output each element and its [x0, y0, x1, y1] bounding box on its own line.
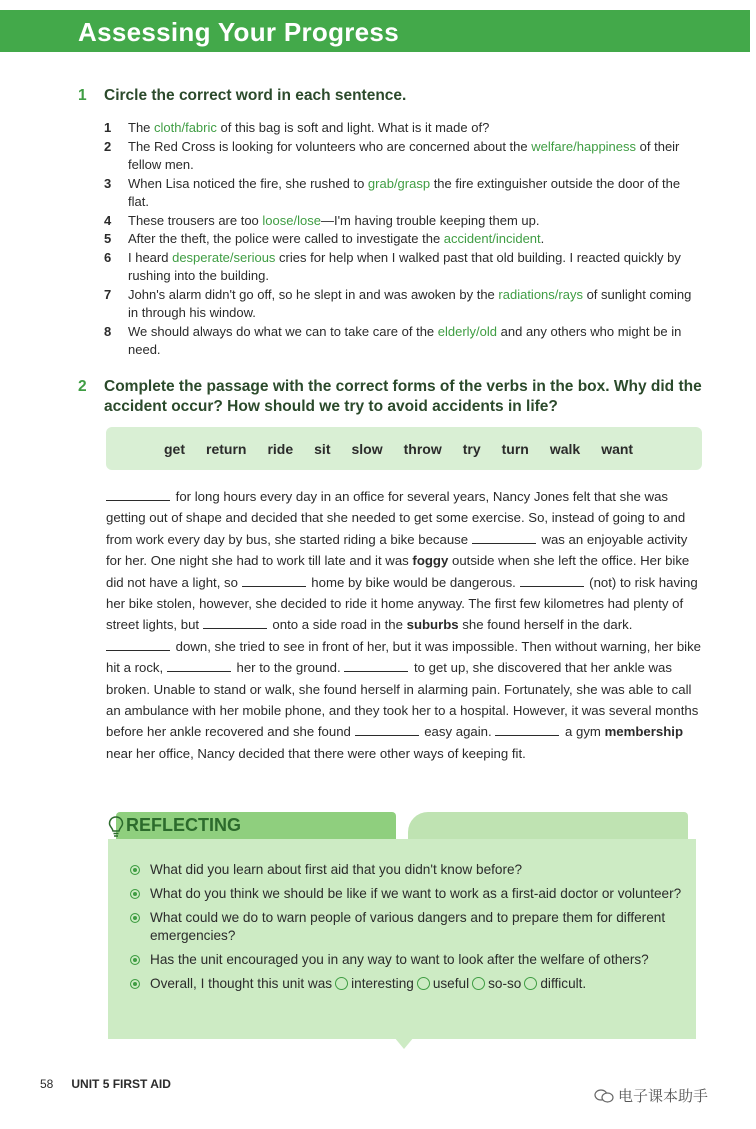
page-number: 58 [40, 1077, 54, 1091]
item-number: 5 [104, 231, 112, 246]
bullet-icon [130, 979, 140, 989]
word-box-item: walk [549, 440, 581, 457]
reflecting-box [108, 809, 696, 1041]
sentence-text: the fire extinguisher outside the door of the flat. [128, 175, 681, 209]
unit-label: UNIT 5 FIRST AID [71, 1077, 171, 1091]
answer-blank[interactable] [495, 723, 559, 736]
passage-text: easy again. [420, 724, 496, 740]
word-box-item: slow [351, 440, 383, 457]
bullet-icon [130, 955, 140, 965]
sentence-text: After the theft, the police were called to investigate the [128, 231, 444, 246]
sentence-text: John's alarm didn't go off, so he slept in and was awoken by the [128, 286, 499, 302]
word-choice[interactable]: cloth/fabric [154, 120, 217, 135]
box-notch [394, 1037, 414, 1049]
passage-text: outside when she left the office. Her bike did not have a light, so [106, 553, 690, 590]
reflecting-questions [130, 861, 690, 999]
passage-text: near her office, Nancy decided that there were other ways of keeping fit. [106, 745, 526, 761]
word-choice[interactable]: grab/grasp [367, 175, 431, 191]
item-number: 6 [104, 249, 112, 265]
banner-edge [750, 10, 756, 52]
word-box-item: sit [314, 440, 331, 457]
keyword: suburbs [406, 617, 459, 633]
list-item [130, 885, 690, 903]
list-item [104, 249, 704, 286]
item-number: 8 [104, 323, 112, 339]
exercise-1-list [104, 119, 704, 360]
question-text: What do you think we should be like if we want to work as a first-aid doctor or volunteer? [150, 886, 682, 901]
list-item [130, 861, 690, 879]
word-box-item: ride [267, 440, 294, 457]
rating-option-label: interesting [351, 976, 414, 991]
bullet-icon [130, 913, 140, 923]
list-item [104, 230, 704, 249]
sentence-text: When Lisa noticed the fire, she rushed to [128, 175, 368, 191]
list-item [104, 138, 704, 175]
passage-text: for long hours every day in an office for several years, Nancy Jones felt that she was getting out of shape and decided that she needed to get some exercise. So, instead of going to and from work every day by bus, she started riding a bike because [106, 489, 686, 547]
word-choice[interactable]: desperate/serious [172, 249, 276, 265]
question-text: Has the unit encouraged you in any way to want to look after the welfare of others? [150, 952, 649, 967]
rating-option-label: difficult. [540, 976, 587, 991]
word-box [106, 427, 702, 470]
passage-text: down, she tried to see in front of her, but it was impossible. Then without warning, her bike hit a rock, [106, 638, 702, 676]
lightbulb-icon [108, 816, 124, 838]
list-item [104, 119, 704, 138]
rating-lead: Overall, I thought this unit was [150, 976, 333, 991]
bullet-icon [130, 865, 140, 875]
list-item [104, 323, 704, 360]
page-footer [40, 1077, 171, 1091]
sentence-text: We should always do what we can to take care of the [128, 323, 438, 339]
exercise-number: 2 [78, 378, 87, 395]
list-item [104, 212, 704, 231]
passage [106, 486, 702, 764]
bullet-icon [130, 889, 140, 899]
sentence-text: cries for help when I walked past that old building. I reacted quickly by rushing into the building. [128, 249, 681, 283]
keyword: foggy [412, 553, 449, 569]
word-box-item: turn [501, 440, 529, 457]
passage-text: was an enjoyable activity for her. One night she had to work till late and it was [106, 531, 688, 569]
word-box-item: try [462, 440, 481, 457]
item-number: 4 [104, 212, 112, 228]
passage-text: home by bike would be dangerous. [307, 574, 520, 590]
question-text: What could we do to warn people of various dangers and to prepare them for different emergencies? [150, 910, 666, 943]
passage-text: she found herself in the dark. [458, 617, 633, 633]
radio-difficult[interactable] [524, 977, 537, 990]
item-number: 2 [104, 138, 112, 154]
answer-blank[interactable] [242, 574, 306, 587]
rating-option-label: useful [432, 976, 470, 991]
list-item [130, 951, 690, 969]
exercise-number: 1 [78, 87, 87, 104]
sentence-text: —I'm having trouble keeping them up. [320, 212, 540, 228]
word-box-item: return [206, 440, 247, 457]
sentence-text: of this bag is soft and light. What is it made of? [216, 120, 490, 135]
word-box-item: want [601, 440, 634, 457]
item-number: 1 [104, 120, 112, 135]
sentence-text: The Red Cross is looking for volunteers who are concerned about the [128, 138, 532, 154]
word-choice[interactable]: accident/incident [443, 231, 541, 246]
radio-so-so[interactable] [472, 977, 485, 990]
answer-blank[interactable] [344, 659, 408, 672]
word-box-item: get [164, 440, 185, 457]
rating-option-label: so-so [488, 976, 522, 991]
answer-blank[interactable] [520, 574, 584, 587]
chat-bubbles-icon [594, 1089, 614, 1103]
answer-blank[interactable] [106, 638, 170, 651]
item-number: 7 [104, 286, 112, 302]
sentence-text: of their fellow men. [128, 138, 680, 172]
sentence-text: I heard [128, 249, 173, 265]
word-choice[interactable]: welfare/happiness [531, 138, 637, 154]
passage-text: her to the ground. [232, 660, 345, 676]
list-item [104, 286, 704, 323]
radio-useful[interactable] [417, 977, 430, 990]
answer-blank[interactable] [106, 488, 170, 501]
answer-blank[interactable] [167, 659, 231, 672]
answer-blank[interactable] [472, 531, 536, 544]
watermark [594, 1085, 708, 1106]
reflecting-title: REFLECTING [126, 815, 241, 835]
question-text: What did you learn about first aid that you didn't know before? [150, 862, 523, 877]
exercise-instruction: Circle the correct word in each sentence. [104, 87, 407, 104]
word-choice[interactable]: loose/lose [262, 212, 321, 228]
page-title: Assessing Your Progress [78, 17, 399, 47]
sentence-text: and any others who might be in need. [128, 323, 682, 357]
answer-blank[interactable] [203, 616, 267, 629]
passage-text: to get up, she discovered that her ankle was broken. Unable to stand or walk, she found herself in alarming pain. Fortunately, she was able to call an ambulance with her mobile phone, and they took her to a hospital. However, it was several months before her ankle recovered and she found [106, 660, 699, 740]
passage-text: a gym [561, 724, 605, 740]
passage-text: (not) to risk having her bike stolen, however, she decided to ride it home anyway. The first few kilometres had plenty of street lights, but [106, 574, 698, 633]
exercise-instruction: Complete the passage with the correct forms of the verbs in the box. Why did the accident occur? How should we try to avoid accidents in life? [104, 378, 702, 415]
sentence-text: These trousers are too [128, 212, 263, 228]
sentence-text: The [128, 120, 155, 135]
word-box-item: throw [403, 440, 442, 457]
exercise-2-heading [78, 377, 718, 417]
header-banner [0, 10, 756, 52]
reflecting-tab-right [408, 812, 688, 842]
answer-blank[interactable] [355, 723, 419, 736]
radio-interesting[interactable] [335, 977, 348, 990]
passage-text: onto a side road in the [268, 617, 407, 633]
list-item [130, 909, 690, 945]
sentence-text: of sunlight coming in through his window. [128, 286, 692, 320]
word-choice[interactable]: elderly/old [437, 323, 498, 339]
list-item [130, 975, 690, 993]
keyword: membership [604, 724, 683, 740]
word-choice[interactable]: radiations/rays [498, 286, 583, 302]
sentence-text: . [540, 231, 545, 246]
list-item [104, 175, 704, 212]
item-number: 3 [104, 175, 112, 191]
exercise-1-heading [78, 86, 406, 106]
watermark-text: 电子课本助手 [618, 1088, 709, 1105]
